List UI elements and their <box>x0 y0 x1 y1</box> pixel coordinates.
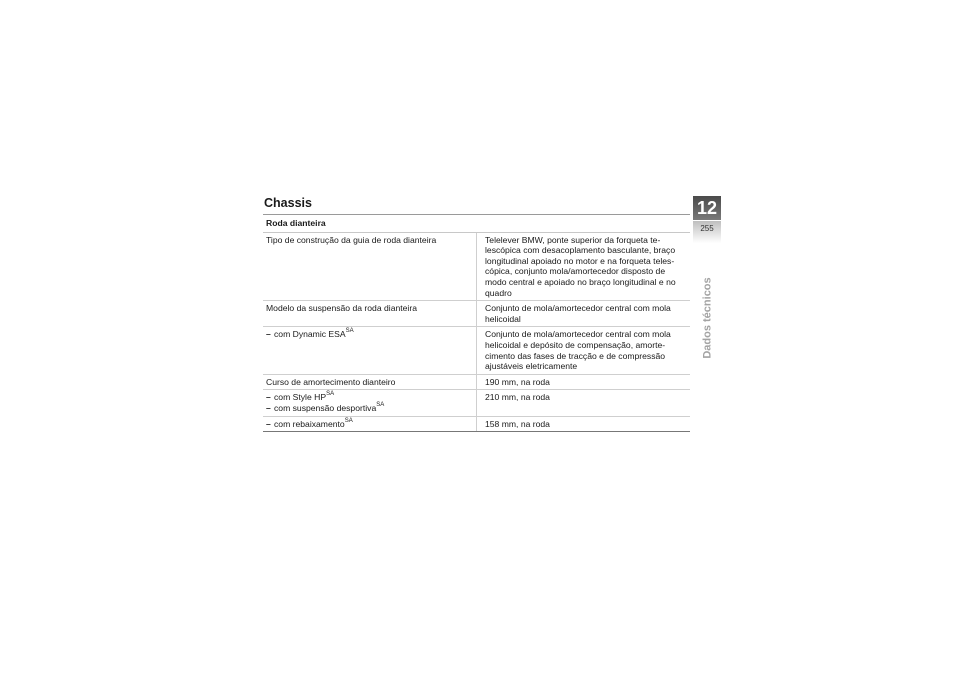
page-number: 255 <box>693 221 721 243</box>
value-line: lescópica com desacoplamento basculante, braço <box>485 245 676 256</box>
option-marker: SA <box>326 391 335 398</box>
dash-bullet: – <box>266 329 271 340</box>
option-text: com rebaixamento <box>274 418 345 429</box>
value-line: modo central e apoiado no braço longitudinal e no <box>485 276 676 287</box>
row-value <box>477 327 691 374</box>
option-line <box>266 419 473 430</box>
value-line: ajustáveis eletricamente <box>485 361 578 372</box>
table-row <box>263 416 690 432</box>
value-line: Conjunto de mola/amortecedor central com mola <box>485 329 671 340</box>
table-row <box>263 232 690 301</box>
value-line: helicoidal <box>485 313 521 324</box>
table-header: Roda dianteira <box>263 215 690 233</box>
value-line: 210 mm, na roda <box>485 392 550 403</box>
option-marker: SA <box>344 417 353 424</box>
option-text: com Dynamic ESA <box>274 329 346 340</box>
dash-bullet: – <box>266 418 271 429</box>
option-marker: SA <box>376 402 385 409</box>
row-label <box>263 327 477 374</box>
value-line: helicoidal e depósito de compensação, amorte- <box>485 339 666 350</box>
option-marker: SA <box>345 328 354 335</box>
value-line: 190 mm, na roda <box>485 376 550 387</box>
row-label <box>263 416 477 432</box>
row-label: Tipo de construção da guia de roda dianteira <box>263 232 477 301</box>
value-line: 158 mm, na roda <box>485 418 550 429</box>
row-label <box>263 390 477 416</box>
option-line <box>266 392 473 403</box>
table-row <box>263 301 690 327</box>
table-row <box>263 327 690 374</box>
option-line <box>266 329 473 340</box>
chapter-side-label <box>700 276 716 359</box>
value-line: quadro <box>485 287 512 298</box>
option-text: com suspensão desportiva <box>274 402 377 413</box>
value-line: Telelever BMW, ponte superior da forqueta te- <box>485 234 661 245</box>
value-line: longitudinal apoiado no motor e na forqueta teles- <box>485 255 675 266</box>
row-value <box>477 301 691 327</box>
row-value <box>477 390 691 416</box>
chapter-side-label-text: Dados técnicos <box>702 276 714 359</box>
chassis-spec-table <box>263 214 690 432</box>
table-row <box>263 374 690 390</box>
row-label: Curso de amortecimento dianteiro <box>263 374 477 390</box>
value-line: cópica, conjunto mola/amortecedor disposto de <box>485 266 666 277</box>
dash-bullet: – <box>266 402 271 413</box>
option-text: com Style HP <box>274 392 327 403</box>
row-value <box>477 416 691 432</box>
row-value <box>477 374 691 390</box>
value-line: cimento das fases de tracção e de compressão <box>485 350 666 361</box>
option-line <box>266 403 473 414</box>
section-title: Chassis <box>264 196 312 210</box>
dash-bullet: – <box>266 392 271 403</box>
row-value <box>477 232 691 301</box>
table-row <box>263 390 690 416</box>
chapter-number-tab: 12 <box>693 196 721 220</box>
value-line: Conjunto de mola/amortecedor central com mola <box>485 303 671 314</box>
row-label: Modelo da suspensão da roda dianteira <box>263 301 477 327</box>
table-header-row <box>263 215 690 233</box>
